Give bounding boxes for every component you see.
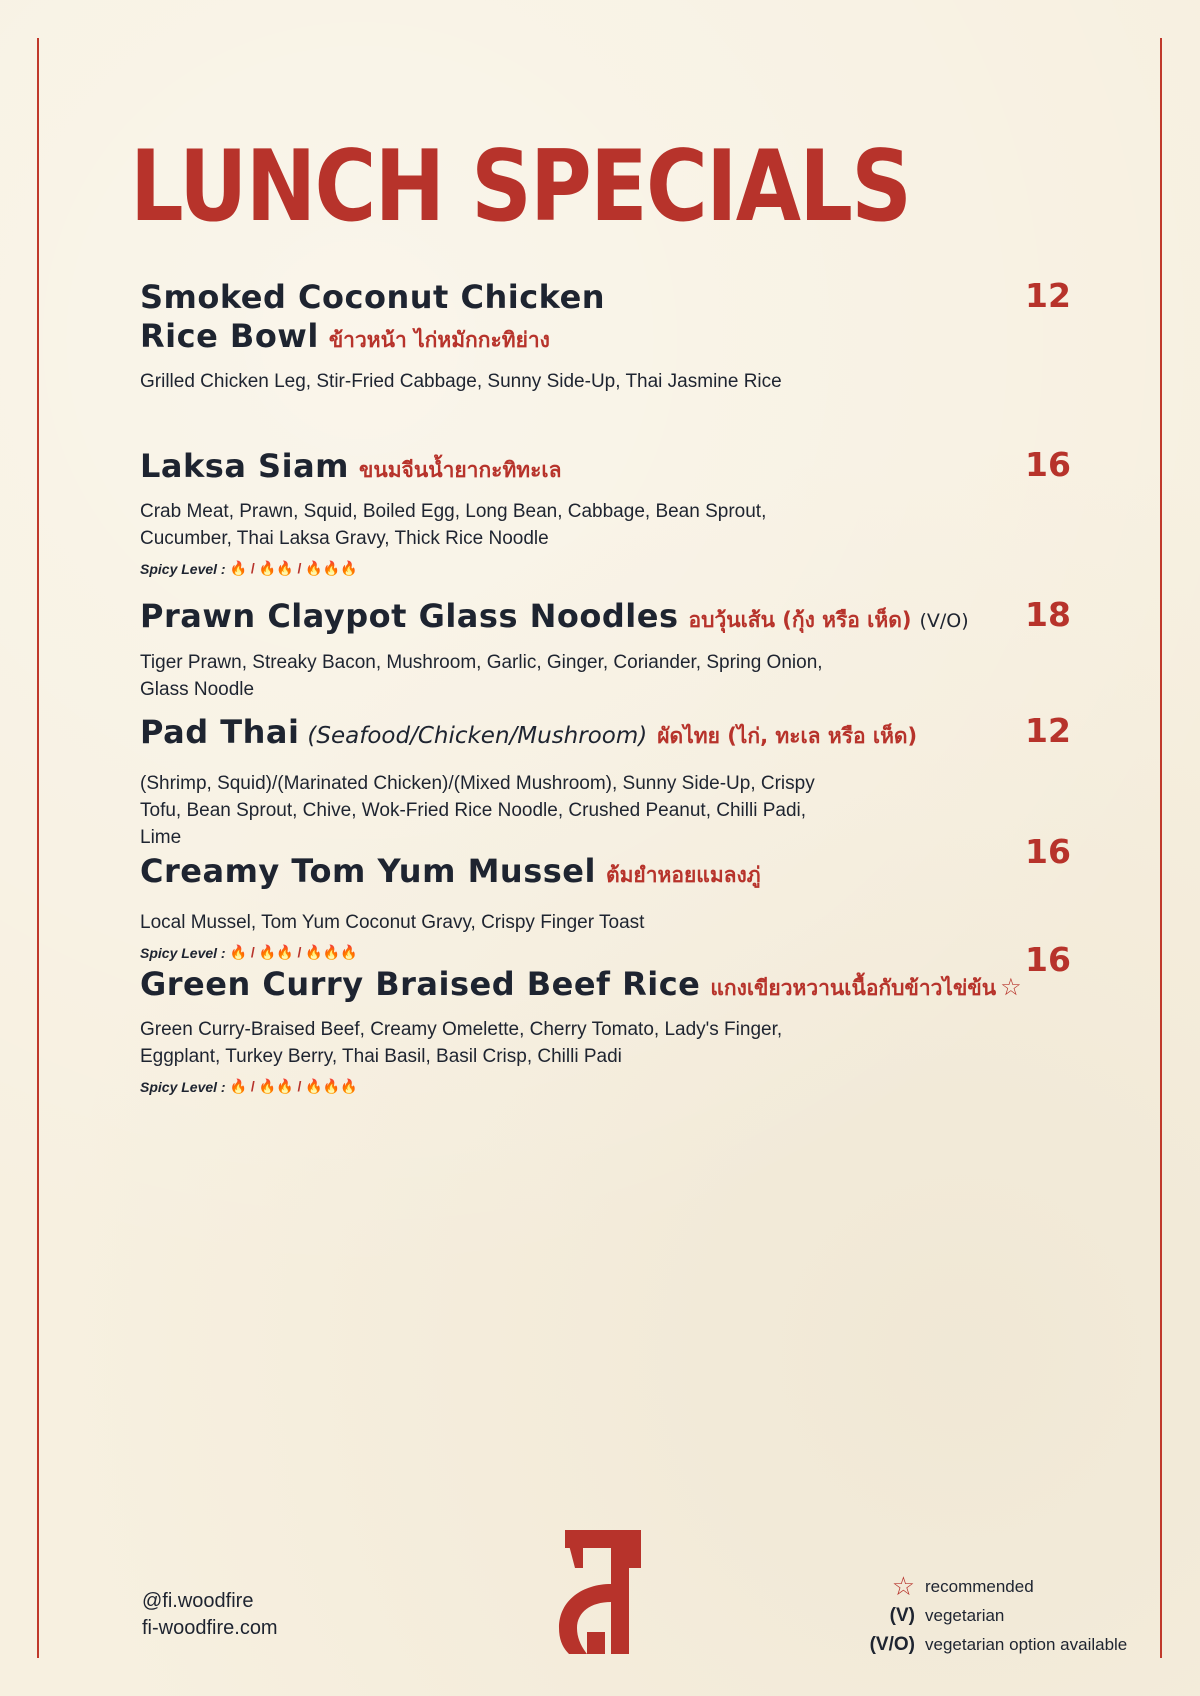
legend-label: vegetarian: [925, 1605, 1005, 1625]
menu-item-name-line2: [140, 317, 1020, 360]
menu-item-price: 16: [1025, 445, 1071, 484]
spicy-level: [140, 944, 1020, 961]
menu-item-name: [140, 852, 1020, 895]
menu-item-name: [140, 713, 1020, 756]
menu-item-price: 16: [1025, 832, 1071, 871]
menu-item-name-text: Pad Thai: [140, 713, 300, 751]
menu-item-price: 16: [1025, 940, 1071, 979]
menu-item-name: [140, 965, 1023, 1008]
spicy-level-label: Spicy Level :: [140, 944, 226, 961]
menu-item-thai-name: อบวุ้นเส้น (กุ้ง หรือ เห็ด): [688, 608, 912, 632]
menu-item-price: 12: [1025, 711, 1071, 750]
website-link[interactable]: fi-woodfire.com: [142, 1617, 278, 1639]
social-links: [142, 1588, 278, 1642]
menu-item-thai-name: ข้าวหน้า ไก่หมักกะทิย่าง: [328, 328, 550, 352]
menu-item-name-text: Creamy Tom Yum Mussel: [140, 852, 596, 890]
menu-item-description: Local Mussel, Tom Yum Coconut Gravy, Crispy Finger Toast: [140, 912, 645, 933]
menu-item-thai-name: ผัดไทย (ไก่, ทะเล หรือ เห็ด): [657, 724, 918, 748]
menu-item-price: 18: [1025, 595, 1071, 634]
menu-item-green-curry-beef: [140, 965, 1023, 1095]
page-title: LUNCH SPECIALS: [130, 130, 911, 244]
left-border-rule: [37, 38, 39, 1658]
menu-item-description: Grilled Chicken Leg, Stir-Fried Cabbage, Sunny Side-Up, Thai Jasmine Rice: [140, 371, 782, 392]
star-outline-icon: ☆: [891, 1571, 915, 1601]
instagram-handle[interactable]: @fi.woodfire: [142, 1590, 254, 1612]
spicy-level-flame-icons: 🔥 / 🔥🔥 / 🔥🔥🔥: [229, 560, 358, 576]
menu-item-description: Green Curry-Braised Beef, Creamy Omelette, Cherry Tomato, Lady's Finger, Eggplant, Turkey Berry, Thai Basil, Basil Crisp, Chilli Padi: [140, 1019, 783, 1067]
spicy-level: [140, 1078, 1020, 1095]
menu-item-name: [140, 597, 1020, 641]
menu-item-thai-name: แกงเขียวหวานเนื้อกับข้าวไข่ข้น: [710, 976, 997, 1000]
menu-item-prawn-claypot: [140, 597, 1020, 703]
fi-monogram-logo-icon: [553, 1528, 648, 1656]
right-border-rule: [1160, 38, 1162, 1658]
legend-symbol: (V): [889, 1604, 915, 1626]
menu-item-name: [140, 278, 1020, 360]
spicy-level-flame-icons: 🔥 / 🔥🔥 / 🔥🔥🔥: [229, 1078, 358, 1094]
legend-label: recommended: [925, 1576, 1034, 1596]
menu-item-name-line2-text: Rice Bowl: [140, 317, 319, 355]
menu-item-thai-name: ขนมจีนน้ำยากะทิทะเล: [359, 458, 562, 482]
menu-item-thai-name: ต้มยำหอยแมลงภู่: [605, 863, 761, 887]
legend-label: vegetarian option available: [925, 1634, 1128, 1654]
menu-item-pad-thai: [140, 713, 1020, 851]
vegetarian-option-tag: (V/O): [919, 610, 969, 632]
menu-item-smoked-coconut-chicken: [140, 278, 1020, 395]
star-outline-icon: ☆: [1000, 973, 1023, 1001]
menu-item-name-text: Laksa Siam: [140, 447, 349, 485]
menu-item-name-text: Prawn Claypot Glass Noodles: [140, 597, 679, 635]
menu-item-description: (Shrimp, Squid)/(Marinated Chicken)/(Mixed Mushroom), Sunny Side-Up, Crispy Tofu, Bean Sprout, Chive, Wok-Fried Rice Noodle, Crushed Peanut, Chilli Padi, Lime: [140, 773, 815, 848]
menu-item-description: Crab Meat, Prawn, Squid, Boiled Egg, Long Bean, Cabbage, Bean Sprout, Cucumber, Thai Laksa Gravy, Thick Rice Noodle: [140, 501, 767, 549]
menu-item-laksa-siam: [140, 447, 1020, 577]
legend-row-vegetarian-option: [855, 1630, 1127, 1659]
spicy-level-label: Spicy Level :: [140, 560, 226, 577]
legend-row-recommended: [855, 1572, 1127, 1601]
menu-item-variants: (Seafood/Chicken/Mushroom): [307, 723, 648, 749]
menu-item-description: Tiger Prawn, Streaky Bacon, Mushroom, Garlic, Ginger, Coriander, Spring Onion, Glass Noodle: [140, 652, 823, 700]
spicy-level: [140, 560, 1020, 577]
spicy-level-flame-icons: 🔥 / 🔥🔥 / 🔥🔥🔥: [229, 944, 358, 960]
menu-item-name-line1: Smoked Coconut Chicken: [140, 278, 606, 316]
legend: [855, 1572, 1127, 1659]
legend-symbol: (V/O): [869, 1633, 915, 1655]
menu-item-price: 12: [1025, 276, 1071, 315]
menu-item-name: [140, 447, 1020, 490]
menu-item-name-text: Green Curry Braised Beef Rice: [140, 965, 701, 1003]
spicy-level-label: Spicy Level :: [140, 1078, 226, 1095]
legend-row-vegetarian: [855, 1601, 1127, 1630]
menu-item-tom-yum-mussel: [140, 852, 1020, 961]
